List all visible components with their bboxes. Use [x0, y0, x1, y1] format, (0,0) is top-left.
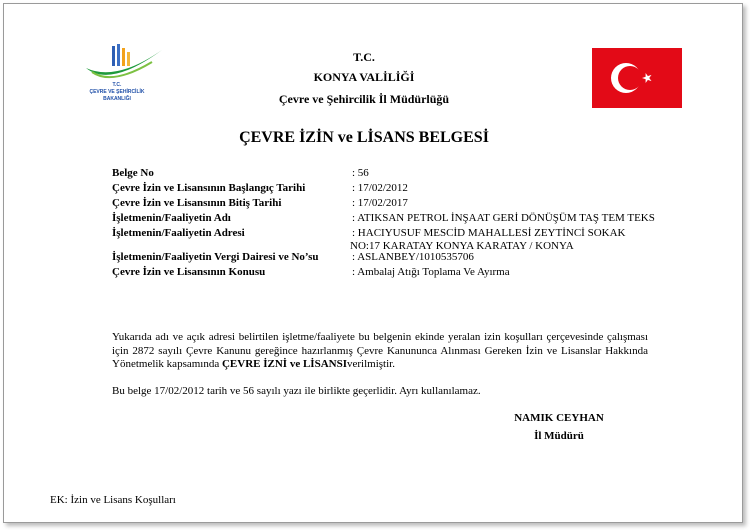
field-label: Çevre İzin ve Lisansının Bitiş Tarihi	[112, 197, 282, 209]
field-row	[112, 167, 712, 182]
field-label: Çevre İzin ve Lisansının Başlangıç Tarihi	[112, 182, 306, 194]
field-value: : Ambalaj Atığı Toplama Ve Ayırma	[352, 266, 510, 278]
field-label: İşletmenin/Faaliyetin Adresi	[112, 227, 245, 239]
field-value: : ASLANBEY/1010535706	[352, 251, 474, 263]
field-row	[112, 182, 712, 197]
validity-note: Bu belge 17/02/2012 tarih ve 56 sayılı yazı ile birlikte geçerlidir. Ayrı kullanılamaz.	[112, 385, 481, 397]
logo-line: ÇEVRE VE ŞEHİRCİLİK	[89, 89, 145, 95]
field-label: İşletmenin/Faaliyetin Adı	[112, 212, 231, 224]
logo-caption	[82, 82, 152, 103]
appendix-note: EK: İzin ve Lisans Koşulları	[50, 494, 176, 506]
body-paragraph	[112, 331, 648, 372]
field-value	[352, 227, 625, 253]
field-row	[112, 266, 712, 281]
address-line-2: NO:17 KARATAY KONYA KARATAY / KONYA	[350, 240, 574, 252]
header-governorship: KONYA VALİLİĞİ	[313, 70, 415, 84]
signatory-title: İl Müdürü	[534, 430, 584, 442]
logo-line: BAKANLIĞI	[103, 96, 131, 102]
paragraph-bold: ÇEVRE İZNİ ve LİSANSI	[221, 358, 347, 370]
logo-line: T.C.	[112, 82, 122, 88]
certificate-page	[3, 3, 743, 523]
field-label: İşletmenin/Faaliyetin Vergi Dairesi ve No’su	[112, 251, 319, 263]
field-value: : ATIKSAN PETROL İNŞAAT GERİ DÖNÜŞÜM TAŞ TEM TEKS	[352, 212, 655, 224]
signatory-name: NAMIK CEYHAN	[514, 412, 604, 424]
field-row	[112, 197, 712, 212]
paragraph-end: verilmiştir.	[347, 358, 395, 370]
field-value: : 17/02/2012	[352, 182, 408, 194]
field-value: : 17/02/2017	[352, 197, 408, 209]
turkish-flag-icon	[592, 48, 682, 108]
field-row	[112, 251, 712, 266]
field-label: Çevre İzin ve Lisansının Konusu	[112, 266, 266, 278]
field-value: : 56	[352, 167, 369, 179]
document-title: ÇEVRE İZİN ve LİSANS BELGESİ	[239, 129, 489, 146]
header-directorate: Çevre ve Şehircilik İl Müdürlüğü	[278, 92, 450, 106]
field-label: Belge No	[112, 167, 154, 179]
field-list	[112, 167, 712, 281]
field-row	[112, 212, 712, 227]
header-tc: T.C.	[353, 50, 375, 64]
address-line-1: : HACIYUSUF MESCİD MAHALLESİ ZEYTİNCİ SOKAK	[352, 227, 626, 239]
paragraph-text: Yukarıda adı ve açık adresi belirtilen işletme/faaliyete bu belgenin ekinde yeralan izin koşulları çerçevesinde çalışması için 2872 sayılı Çevre Kanunu gereğince hazırlanmış Çevre Kanununca Alınması Gereken İzin ve Lisanslar Hakkında Yönetmelik kapsamında	[112, 331, 648, 370]
